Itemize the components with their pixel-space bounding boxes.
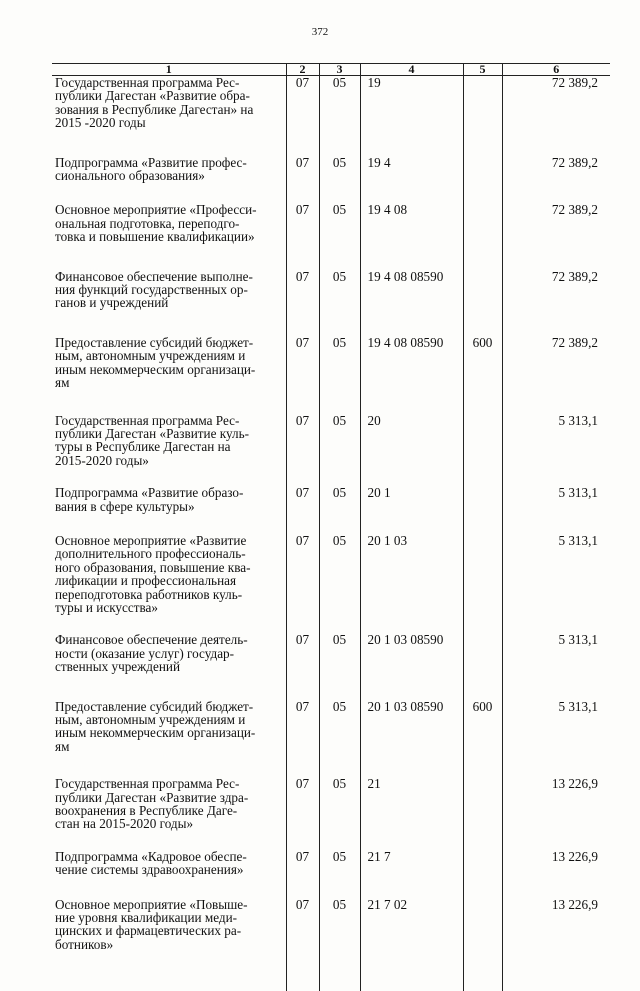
column-header: 5 [463,64,502,76]
target-article-cell: 19 4 08 [360,203,463,269]
target-article-cell: 19 4 08 08590 [360,270,463,336]
subsection-cell: 05 [319,156,360,204]
table-row [52,850,610,898]
section-cell: 07 [286,486,319,534]
section-cell: 07 [286,414,319,487]
expense-type-cell: 600 [463,336,502,414]
table-body [52,76,610,991]
row-name-cell: Подпрограмма «Кадровое обеспе- чение системы здравоохранения» [52,850,286,898]
target-article-cell: 19 [360,76,463,156]
row-name-cell: Основное мероприятие «Развитие дополнительного профессиональ- ного образования, повышение ква- лификации и профессиональная переподготовка работников куль- туры и искусства» [52,534,286,633]
table-row [52,270,610,336]
amount-cell: 13 226,9 [502,850,610,898]
row-name-cell: Финансовое обеспечение выполне- ния функций государственных ор- ганов и учреждений [52,270,286,336]
section-cell: 07 [286,270,319,336]
subsection-cell: 05 [319,534,360,633]
target-article-cell: 20 1 [360,486,463,534]
expense-type-cell [463,76,502,156]
subsection-cell: 05 [319,700,360,778]
expense-type-cell [463,777,502,850]
target-article-cell: 20 1 03 08590 [360,700,463,778]
section-cell: 07 [286,534,319,633]
page-number: 372 [0,26,640,38]
amount-cell: 5 313,1 [502,486,610,534]
target-article-cell: 20 [360,414,463,487]
row-name-cell: Подпрограмма «Развитие образо- вания в сфере культуры» [52,486,286,534]
expense-type-cell [463,270,502,336]
section-cell: 07 [286,850,319,898]
subsection-cell: 05 [319,898,360,991]
section-cell: 07 [286,156,319,204]
row-name-cell: Основное мероприятие «Повыше- ние уровня квалификации меди- цинских и фармацевтических ра- ботников» [52,898,286,991]
subsection-cell: 05 [319,777,360,850]
expense-type-cell [463,156,502,204]
row-name-cell: Предоставление субсидий бюджет- ным, автономным учреждениям и иным некоммерческим организаци- ям [52,700,286,778]
table-row [52,336,610,414]
amount-cell: 5 313,1 [502,534,610,633]
table-row [52,156,610,204]
expense-type-cell [463,898,502,991]
expense-type-cell [463,534,502,633]
section-cell: 07 [286,777,319,850]
section-cell: 07 [286,898,319,991]
table-row [52,203,610,269]
subsection-cell: 05 [319,486,360,534]
amount-cell: 72 389,2 [502,156,610,204]
subsection-cell: 05 [319,203,360,269]
target-article-cell: 21 7 02 [360,898,463,991]
subsection-cell: 05 [319,850,360,898]
section-cell: 07 [286,633,319,699]
column-header: 1 [52,64,286,76]
target-article-cell: 19 4 [360,156,463,204]
table-row [52,534,610,633]
table-header-row [52,64,610,76]
subsection-cell: 05 [319,270,360,336]
table-row [52,898,610,991]
table-row [52,76,610,156]
table-row [52,414,610,487]
expense-type-cell [463,633,502,699]
amount-cell: 72 389,2 [502,270,610,336]
subsection-cell: 05 [319,414,360,487]
amount-cell: 5 313,1 [502,633,610,699]
subsection-cell: 05 [319,76,360,156]
amount-cell: 13 226,9 [502,777,610,850]
target-article-cell: 19 4 08 08590 [360,336,463,414]
column-header: 2 [286,64,319,76]
target-article-cell: 20 1 03 [360,534,463,633]
amount-cell: 72 389,2 [502,203,610,269]
row-name-cell: Государственная программа Рес- публики Дагестан «Развитие обра- зования в Республике Дагестан» на 2015 -2020 годы [52,76,286,156]
amount-cell: 72 389,2 [502,76,610,156]
amount-cell: 72 389,2 [502,336,610,414]
subsection-cell: 05 [319,633,360,699]
column-header: 4 [360,64,463,76]
row-name-cell: Предоставление субсидий бюджет- ным, автономным учреждениям и иным некоммерческим организаци- ям [52,336,286,414]
row-name-cell: Финансовое обеспечение деятель- ности (оказание услуг) государ- ственных учреждений [52,633,286,699]
section-cell: 07 [286,336,319,414]
column-header: 3 [319,64,360,76]
row-name-cell: Государственная программа Рес- публики Дагестан «Развитие здра- воохранения в Республике Даге- стан на 2015-2020 годы» [52,777,286,850]
section-cell: 07 [286,203,319,269]
amount-cell: 13 226,9 [502,898,610,991]
row-name-cell: Государственная программа Рес- публики Дагестан «Развитие куль- туры в Республике Дагестан на 2015-2020 годы» [52,414,286,487]
target-article-cell: 21 [360,777,463,850]
target-article-cell: 20 1 03 08590 [360,633,463,699]
section-cell: 07 [286,700,319,778]
table-row [52,777,610,850]
expense-type-cell [463,203,502,269]
row-name-cell: Подпрограмма «Развитие профес- сионального образования» [52,156,286,204]
amount-cell: 5 313,1 [502,700,610,778]
target-article-cell: 21 7 [360,850,463,898]
expense-type-cell [463,850,502,898]
row-name-cell: Основное мероприятие «Професси- ональная подготовка, переподго- товка и повышение квалификации» [52,203,286,269]
budget-table [52,63,610,991]
subsection-cell: 05 [319,336,360,414]
table-row [52,486,610,534]
amount-cell: 5 313,1 [502,414,610,487]
expense-type-cell [463,414,502,487]
table-row [52,633,610,699]
column-header: 6 [502,64,610,76]
table-row [52,700,610,778]
expense-type-cell [463,486,502,534]
expense-type-cell: 600 [463,700,502,778]
section-cell: 07 [286,76,319,156]
